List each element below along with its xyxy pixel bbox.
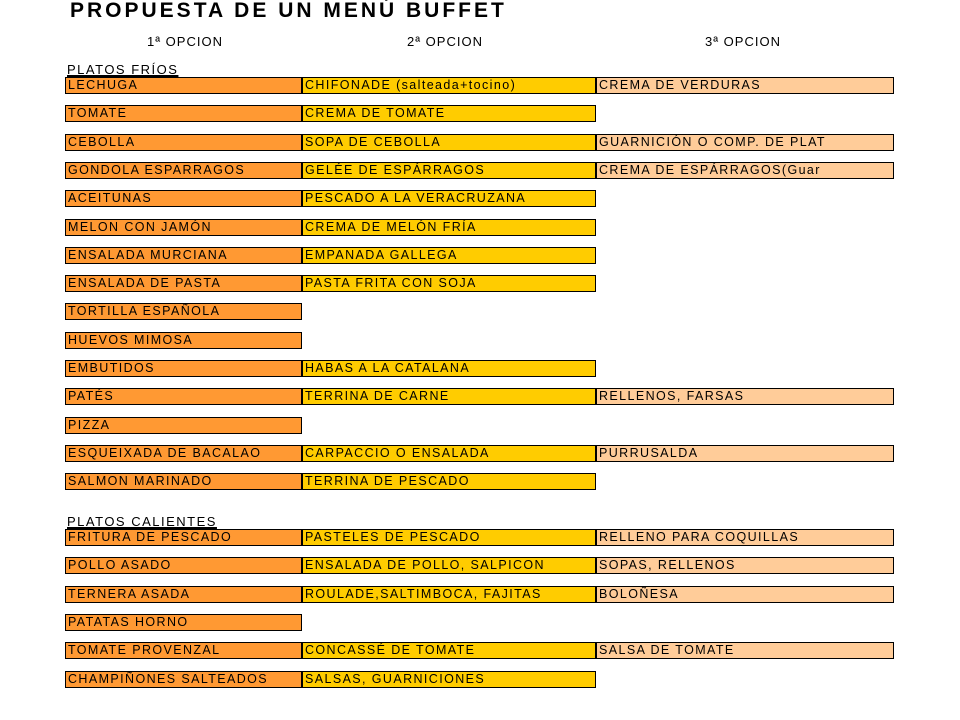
opcion-1-cell: ESQUEIXADA DE BACALAO bbox=[65, 445, 302, 462]
opcion-1-cell: FRITURA DE PESCADO bbox=[65, 529, 302, 546]
opcion-1-cell: CEBOLLA bbox=[65, 134, 302, 151]
opcion-1-cell: TOMATE PROVENZAL bbox=[65, 642, 302, 659]
opcion-3-cell: RELLENOS, FARSAS bbox=[596, 388, 894, 405]
opcion-3-cell: CREMA DE VERDURAS bbox=[596, 77, 894, 94]
opcion-2-cell: TERRINA DE PESCADO bbox=[302, 473, 596, 490]
opcion-1-cell: HUEVOS MIMOSA bbox=[65, 332, 302, 349]
table-row bbox=[0, 275, 960, 292]
opcion-1-cell: PATÉS bbox=[65, 388, 302, 405]
opcion-1-cell: ENSALADA MURCIANA bbox=[65, 247, 302, 264]
opcion-1-cell: TOMATE bbox=[65, 105, 302, 122]
section-label: PLATOS FRÍOS bbox=[67, 62, 179, 77]
opcion-1-cell: PATATAS HORNO bbox=[65, 614, 302, 631]
table-row bbox=[0, 417, 960, 434]
table-row bbox=[0, 77, 960, 94]
opcion-1-cell: LECHUGA bbox=[65, 77, 302, 94]
opcion-3-cell: BOLOÑESA bbox=[596, 586, 894, 603]
table-row bbox=[0, 247, 960, 264]
opcion-1-cell: POLLO ASADO bbox=[65, 557, 302, 574]
opcion-2-cell: ENSALADA DE POLLO, SALPICON bbox=[302, 557, 596, 574]
section-label: PLATOS CALIENTES bbox=[67, 514, 217, 529]
opcion-1-cell: ENSALADA DE PASTA bbox=[65, 275, 302, 292]
opcion-2-cell: HABAS A LA CATALANA bbox=[302, 360, 596, 377]
opcion-1-cell: CHAMPIÑONES SALTEADOS bbox=[65, 671, 302, 688]
opcion-2-cell: CARPACCIO O ENSALADA bbox=[302, 445, 596, 462]
opcion-1-cell: EMBUTIDOS bbox=[65, 360, 302, 377]
table-row bbox=[0, 388, 960, 405]
opcion-2-cell: GELÉE DE ESPÁRRAGOS bbox=[302, 162, 596, 179]
opcion-2-cell: CONCASSÉ DE TOMATE bbox=[302, 642, 596, 659]
opcion-2-cell: PASTELES DE PESCADO bbox=[302, 529, 596, 546]
opcion-1-cell: GONDOLA ESPARRAGOS bbox=[65, 162, 302, 179]
opcion-3-cell: SOPAS, RELLENOS bbox=[596, 557, 894, 574]
opcion-1-cell: SALMON MARINADO bbox=[65, 473, 302, 490]
column-header-1: 1ª OPCION bbox=[147, 34, 223, 49]
table-row bbox=[0, 332, 960, 349]
table-row bbox=[0, 190, 960, 207]
table-row bbox=[0, 360, 960, 377]
opcion-2-cell: SOPA DE CEBOLLA bbox=[302, 134, 596, 151]
column-header-2: 2ª OPCION bbox=[407, 34, 483, 49]
table-row bbox=[0, 134, 960, 151]
opcion-1-cell: TORTILLA ESPAÑOLA bbox=[65, 303, 302, 320]
opcion-2-cell: PASTA FRITA CON SOJA bbox=[302, 275, 596, 292]
table-row bbox=[0, 473, 960, 490]
opcion-2-cell: EMPANADA GALLEGA bbox=[302, 247, 596, 264]
opcion-2-cell: PESCADO A LA VERACRUZANA bbox=[302, 190, 596, 207]
opcion-1-cell: MELON CON JAMÓN bbox=[65, 219, 302, 236]
table-row bbox=[0, 303, 960, 320]
table-row bbox=[0, 642, 960, 659]
opcion-2-cell: SALSAS, GUARNICIONES bbox=[302, 671, 596, 688]
table-row bbox=[0, 586, 960, 603]
opcion-2-cell: ROULADE,SALTIMBOCA, FAJITAS bbox=[302, 586, 596, 603]
opcion-3-cell: RELLENO PARA COQUILLAS bbox=[596, 529, 894, 546]
opcion-1-cell: TERNERA ASADA bbox=[65, 586, 302, 603]
opcion-2-cell: TERRINA DE CARNE bbox=[302, 388, 596, 405]
table-row bbox=[0, 219, 960, 236]
opcion-3-cell: GUARNICIÓN O COMP. DE PLAT bbox=[596, 134, 894, 151]
table-row bbox=[0, 162, 960, 179]
opcion-2-cell: CREMA DE TOMATE bbox=[302, 105, 596, 122]
opcion-1-cell: PIZZA bbox=[65, 417, 302, 434]
opcion-2-cell: CHIFONADE (salteada+tocino) bbox=[302, 77, 596, 94]
table-row bbox=[0, 529, 960, 546]
table-row bbox=[0, 445, 960, 462]
opcion-1-cell: ACEITUNAS bbox=[65, 190, 302, 207]
table-row bbox=[0, 557, 960, 574]
page-title: PROPUESTA DE UN MENÚ BUFFET bbox=[70, 0, 507, 22]
table-row bbox=[0, 105, 960, 122]
opcion-3-cell: CREMA DE ESPÁRRAGOS(Guar bbox=[596, 162, 894, 179]
opcion-3-cell: PURRUSALDA bbox=[596, 445, 894, 462]
opcion-2-cell: CREMA DE MELÓN FRÍA bbox=[302, 219, 596, 236]
opcion-3-cell: SALSA DE TOMATE bbox=[596, 642, 894, 659]
column-header-3: 3ª OPCION bbox=[705, 34, 781, 49]
table-row bbox=[0, 614, 960, 631]
table-row bbox=[0, 671, 960, 688]
